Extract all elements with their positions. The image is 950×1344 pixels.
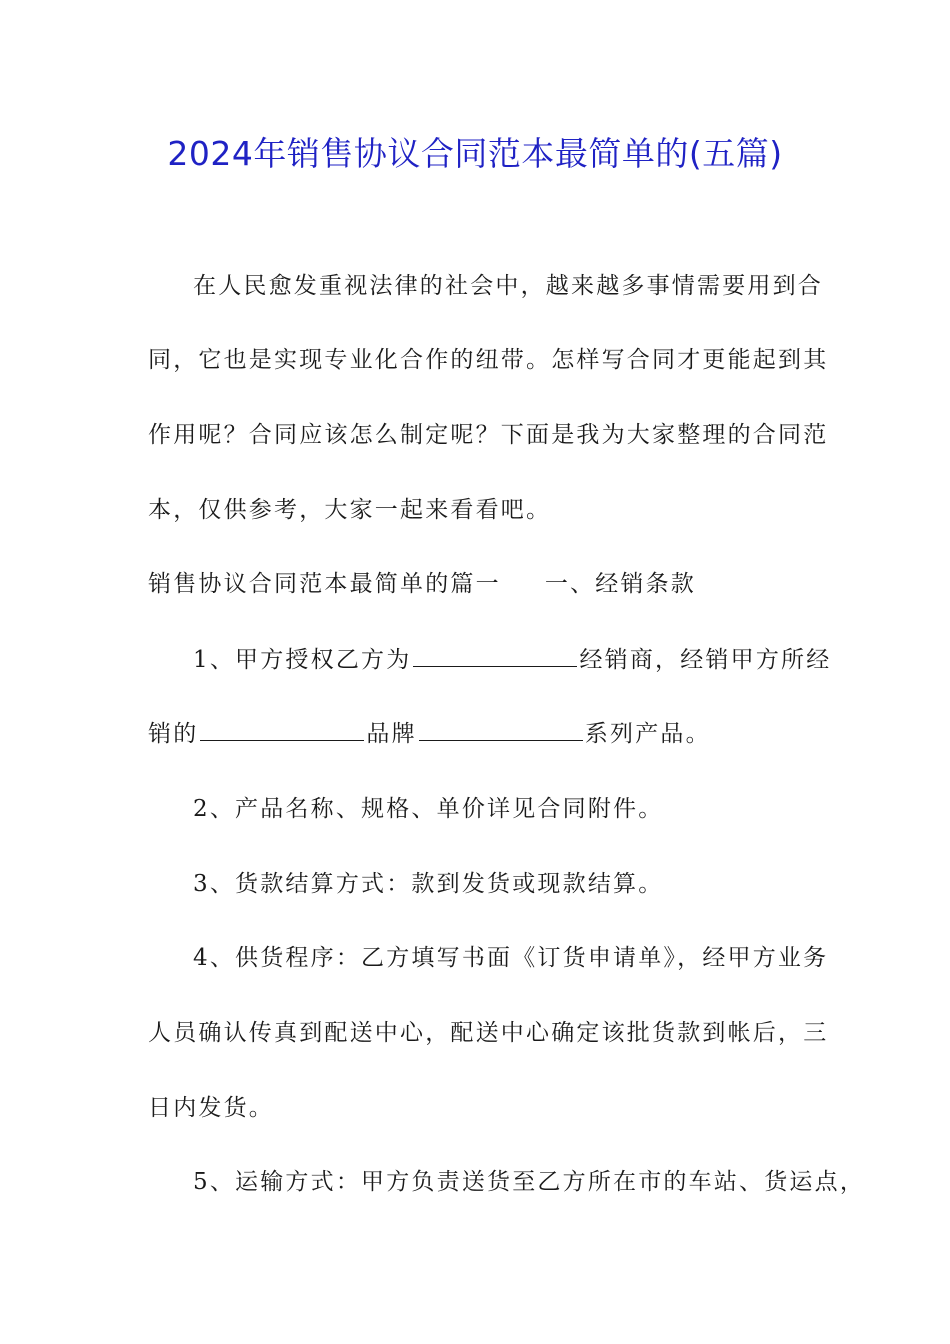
clause-1-text-d: 品牌 [366,721,417,747]
clause-1-text-a: 1、甲方授权乙方为 [193,647,412,673]
clause-4-line-3: 日内发货。 [148,1095,274,1121]
clause-1-text-b: 经销商，经销甲方所经 [579,647,832,673]
clause-4-line-2: 人员确认传真到配送中心，配送中心确定该批货款到帐后，三 [148,1020,829,1046]
intro-line-2: 同，它也是实现专业化合作的纽带。怎样写合同才更能起到其 [148,347,829,373]
distributor-blank[interactable] [413,644,577,667]
intro-line-1: 在人民愈发重视法律的社会中，越来越多事情需要用到合 [193,273,823,299]
clause-5-line-1: 5、运输方式：甲方负责送货至乙方所在市的车站、货运点， [193,1169,866,1195]
clause-1-text-c: 销的 [148,721,199,747]
clause-3: 3、货款结算方式：款到发货或现款结算。 [193,871,664,897]
intro-line-3: 作用呢？合同应该怎么制定呢？下面是我为大家整理的合同范 [148,422,829,448]
clause-2: 2、产品名称、规格、单价详见合同附件。 [193,796,664,822]
clause-4-line-1: 4、供货程序：乙方填写书面《订货申请单》，经甲方业务 [193,945,829,971]
section-heading-row [148,568,696,600]
section-heading: 销售协议合同范本最简单的篇一 [148,571,501,597]
brand-blank[interactable] [200,718,364,741]
section-subheading: 一、经销条款 [544,571,697,597]
intro-line-4: 本，仅供参考，大家一起来看看吧。 [148,497,552,523]
clause-1-line-2 [148,718,711,750]
document-title: 2024年销售协议合同范本最简单的(五篇) [167,134,783,173]
series-blank[interactable] [419,718,583,741]
clause-1-line-1 [193,644,831,676]
clause-1-text-e: 系列产品。 [584,721,711,747]
